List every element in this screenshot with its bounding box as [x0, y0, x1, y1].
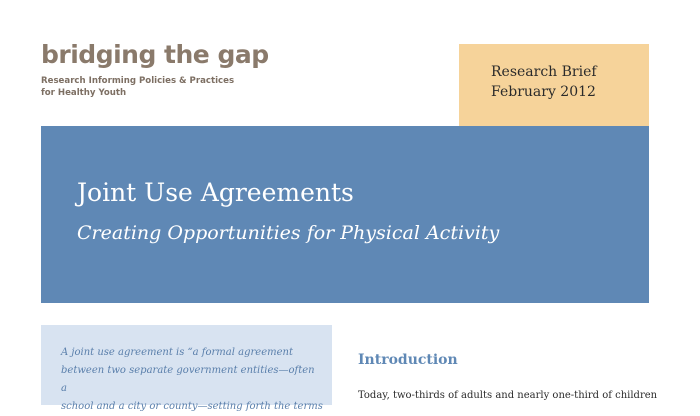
logo-subtitle — [41, 75, 269, 99]
research-brief-box — [459, 44, 649, 126]
introduction-text: Today, two-thirds of adults and nearly one-third of children — [358, 390, 658, 401]
document-title: Joint Use Agreements — [77, 178, 354, 207]
document-subtitle: Creating Opportunities for Physical Activity — [77, 222, 500, 244]
definition-callout — [41, 325, 332, 412]
logo-subtitle-line-1: Research Informing Policies & Practices — [41, 76, 235, 86]
definition-line-3: school and a city or county—setting forth the terms — [61, 401, 323, 412]
definition-text — [61, 344, 323, 416]
research-brief-text — [491, 62, 597, 102]
logo-subtitle-line-2: for Healthy Youth — [41, 88, 127, 98]
research-brief-label: Research Brief — [491, 64, 597, 80]
definition-line-1: A joint use agreement is “a formal agreement — [61, 347, 293, 358]
introduction-heading: Introduction — [358, 352, 458, 368]
research-brief-date: February 2012 — [491, 84, 596, 100]
definition-line-2: between two separate government entities—often a — [61, 365, 315, 394]
title-banner — [41, 126, 649, 303]
logo — [41, 40, 269, 99]
logo-title: bridging the gap — [41, 40, 269, 69]
